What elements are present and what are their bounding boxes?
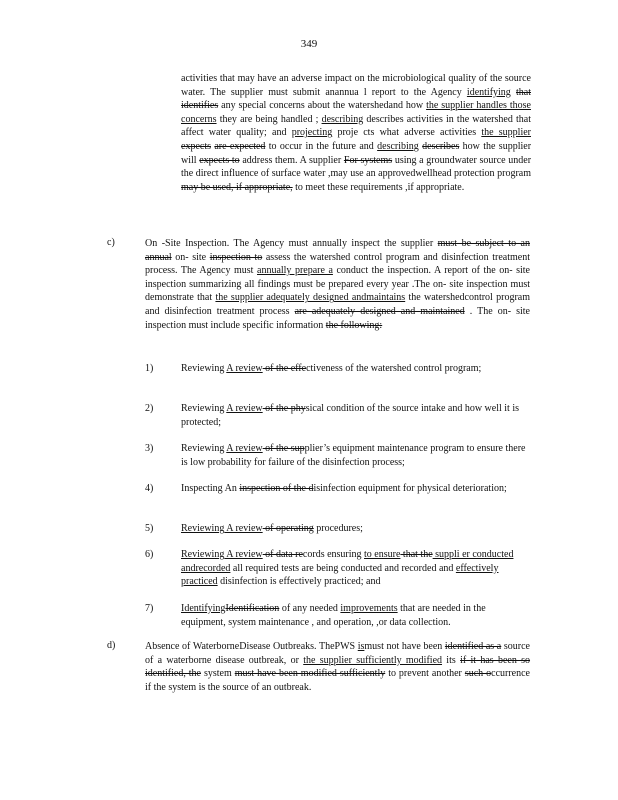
text: address them. A supplier <box>239 154 344 166</box>
text: Reviewing <box>181 443 227 454</box>
intro-paragraph <box>181 72 531 194</box>
text: isinfection equipment for physical deterioration; <box>313 483 507 494</box>
text: Reviewing <box>181 403 227 414</box>
deleted-text: of the effe <box>262 363 307 374</box>
text: assess the watershed control program and disinfection treatment process. The Agency must <box>145 251 531 277</box>
inserted-text: the supplier <box>481 127 531 139</box>
text: how the supplier will <box>181 140 532 166</box>
text: source of a waterborne disease outbreak, or <box>145 641 530 666</box>
deleted-text: of data re <box>262 549 303 560</box>
text: disinfection is effectively practiced; and <box>217 576 381 588</box>
list-item-4 <box>145 482 530 496</box>
text: system <box>201 668 235 680</box>
list-number: 6) <box>145 549 154 560</box>
deleted-text: such o <box>464 668 492 680</box>
inserted-text: Reviewing <box>181 523 225 534</box>
deleted-text: that identifies <box>181 86 531 112</box>
text: the watershedcontrol program and disinfection treatment process <box>145 292 530 317</box>
text: conduct the inspection. A report of the on- site inspection summarizing all findings must be prepared every year .The on- site inspection must demonstrate that <box>145 265 530 304</box>
text: Reviewing <box>181 363 227 374</box>
text: to occur in the future and <box>265 140 378 152</box>
inserted-text: Identifying <box>181 603 226 614</box>
text: sical condition of the source intake and how well it is protected; <box>181 403 519 428</box>
section-c-marker: c) <box>107 237 115 248</box>
text: plier’s equipment maintenance program to ensure there is low probability for failure of the disinfection process; <box>181 443 526 468</box>
deleted-text: of operating <box>262 523 314 534</box>
section-d-paragraph <box>145 640 530 694</box>
deleted-text: may be used, if appropriate, <box>181 181 293 193</box>
inserted-text: the supplier adequately designed andmaintains <box>215 292 406 304</box>
text: ctiveness of the watershed control program; <box>306 363 482 374</box>
inserted-text: identifying <box>466 86 511 98</box>
deleted-text: that the <box>400 549 433 560</box>
text: On -Site Inspection. The Agency must annually inspect the supplier <box>145 238 438 249</box>
deleted-text: identified as a <box>444 641 502 652</box>
inserted-text: describing <box>377 140 419 152</box>
text: must not have been <box>364 641 445 652</box>
text: they are being handled ; <box>216 113 322 125</box>
deleted-text: inspection to <box>209 251 263 263</box>
text: . The on- site inspection must include specific information <box>145 305 530 331</box>
list-number: 5) <box>145 523 154 534</box>
text: describes activities in the watershed that affect water quality; and <box>181 113 531 139</box>
section-d-marker: d) <box>107 640 116 651</box>
deleted-text: if it has been so identified, the <box>145 654 531 680</box>
list-item-3 <box>145 442 530 469</box>
text: of any needed <box>279 603 341 614</box>
deleted-text: of the phy <box>262 403 306 414</box>
text: to meet these requirements ,if appropriate. <box>292 181 465 193</box>
page-number: 349 <box>300 38 318 50</box>
deleted-text: are expected <box>214 140 266 152</box>
deleted-text: expects <box>181 140 211 152</box>
deleted-text: For systems <box>343 154 393 166</box>
deleted-text: expects to <box>199 154 240 166</box>
inserted-text: projecting <box>291 127 333 139</box>
deleted-text: of the sup <box>262 443 305 454</box>
text: procedures; <box>313 523 363 534</box>
text: to prevent another <box>385 668 465 680</box>
text: all required tests are being conducted and recorded and <box>230 562 456 574</box>
inserted-text: A review <box>226 403 263 414</box>
inserted-text: annually prepare a <box>257 265 333 277</box>
inserted-text: the supplier sufficiently modified <box>303 654 443 666</box>
deleted-text: are adequately designed and maintained <box>294 305 465 317</box>
deleted-text: must have been modified sufficiently <box>234 668 386 680</box>
text: ccurrence if the system is the source of an outbreak. <box>145 668 530 693</box>
inserted-text: A review <box>224 549 263 560</box>
list-item-6 <box>145 548 530 589</box>
section-c-paragraph <box>145 237 530 332</box>
deleted-text: Identification <box>225 603 280 614</box>
list-item-2 <box>145 402 530 429</box>
inserted-text: improvements <box>340 603 398 614</box>
inserted-text: effectively practiced <box>181 562 499 588</box>
inserted-text: is <box>357 641 365 652</box>
list-number: 3) <box>145 443 154 454</box>
list-number: 2) <box>145 403 154 414</box>
text: proje cts what adverse activities <box>332 127 482 139</box>
text: using a groundwater source under the direct influence of surface water ,may use an approvedwellhead protection program <box>181 154 532 180</box>
inserted-text: A review <box>226 443 263 454</box>
text: Inspecting An <box>181 483 240 494</box>
text: Absence of WaterborneDisease Outbreaks. ThePWS <box>145 641 358 652</box>
text: on- site <box>171 251 210 263</box>
deleted-text: must be subject to an annual <box>145 238 530 263</box>
list-number: 1) <box>145 363 154 374</box>
inserted-text: to ensure <box>364 549 401 560</box>
text: its <box>442 654 461 666</box>
list-number: 4) <box>145 483 154 494</box>
list-number: 7) <box>145 603 154 614</box>
list-item-5 <box>145 522 530 536</box>
inserted-text: suppli er conducted andrecorded <box>181 549 514 574</box>
inserted-text: describing <box>321 113 364 125</box>
text: that are needed in the equipment, system maintenance , and operation, ,or data collection. <box>181 603 486 628</box>
list-item-1 <box>145 362 530 376</box>
deleted-text: inspection of the d <box>239 483 314 494</box>
deleted-text: describes <box>422 140 460 152</box>
text: any special concerns about the watershedand how <box>218 100 427 112</box>
list-item-7 <box>145 602 530 629</box>
text: activities that may have an adverse impact on the microbiological quality of the source water. The supplier must submit anannua l report to the Agency <box>181 73 531 98</box>
text: cords ensuring <box>302 549 365 560</box>
inserted-text: A review <box>226 363 263 374</box>
inserted-text: the supplier handles those concerns <box>181 100 531 125</box>
deleted-text: the following: <box>325 319 383 331</box>
inserted-text: Reviewing <box>181 549 225 560</box>
inserted-text: A review <box>224 523 263 534</box>
